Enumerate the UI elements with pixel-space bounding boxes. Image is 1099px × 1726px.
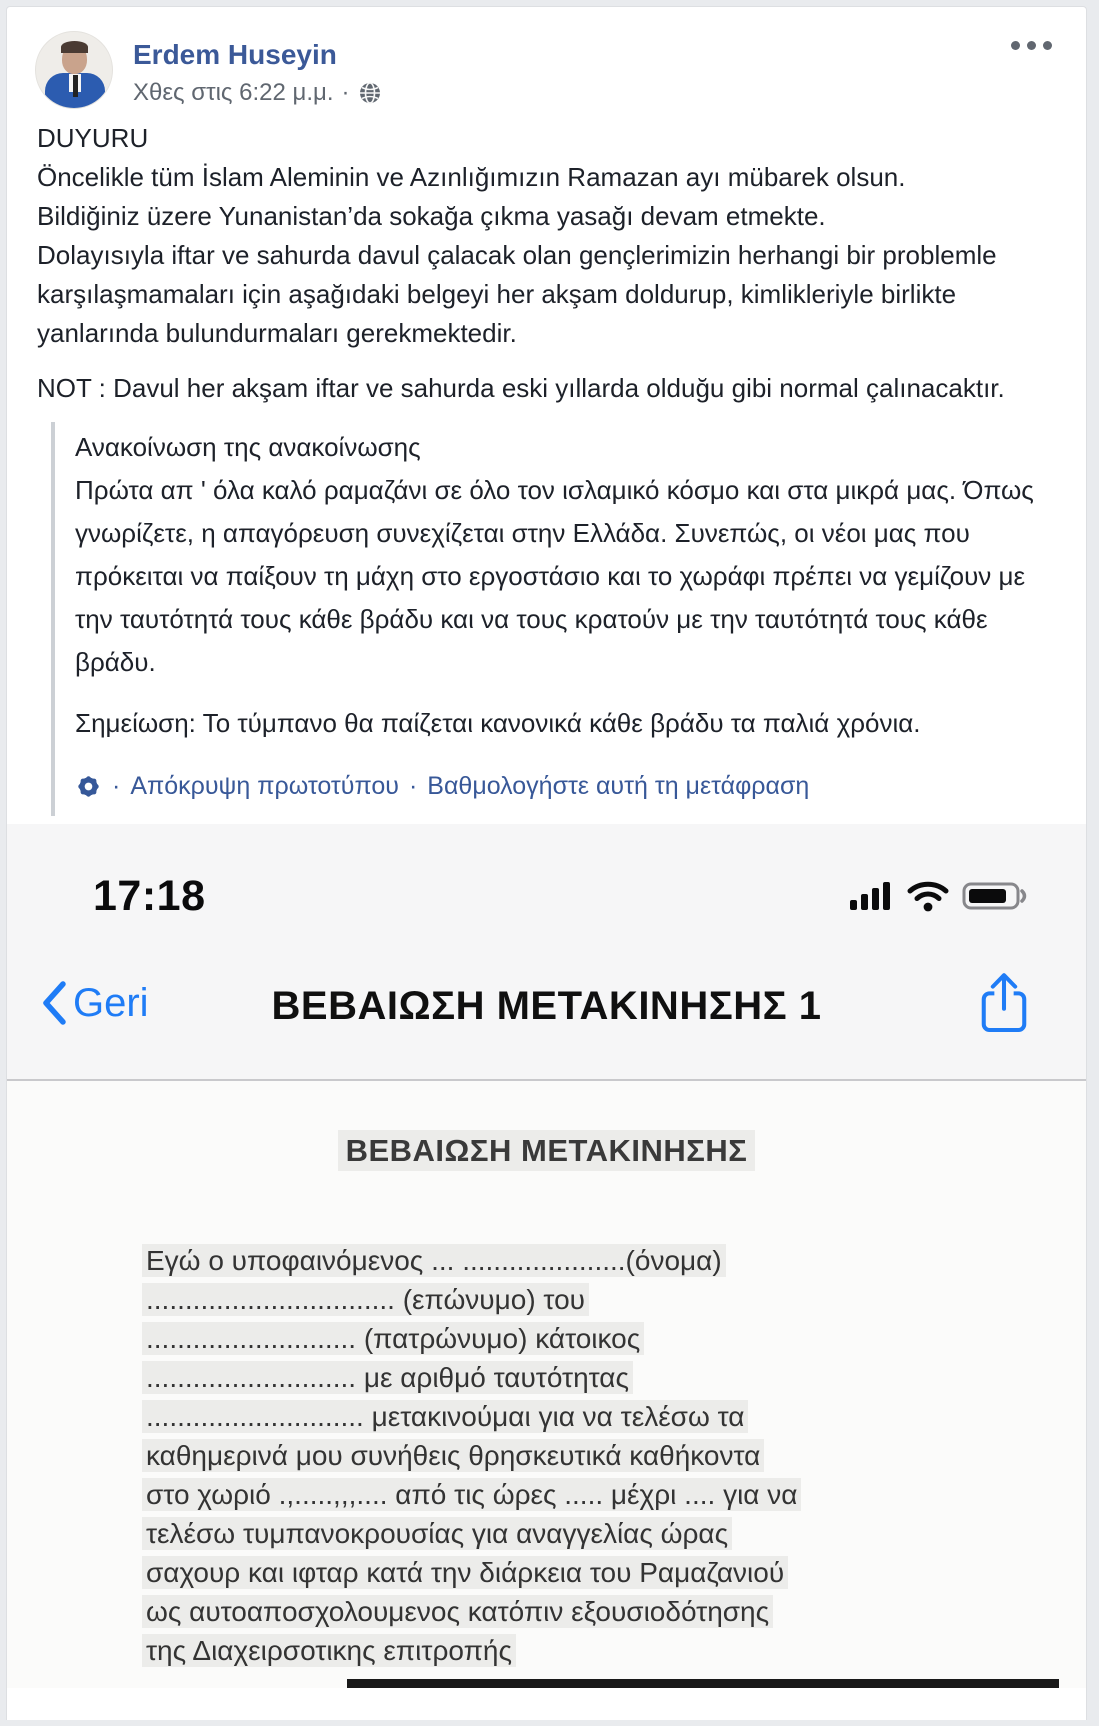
ellipsis-icon [1043, 41, 1052, 50]
phone-header [7, 824, 1086, 1081]
globe-icon [358, 81, 382, 105]
timestamp-separator: · [341, 79, 350, 106]
document-line: ........................... με αριθμό ταυτότητας [142, 1358, 1046, 1397]
document-line: σαχουρ και ιφταρ κατά την διάρκεια του Ραμαζανιού [142, 1553, 1046, 1592]
share-button[interactable] [977, 970, 1031, 1041]
post-line: DUYURU [37, 123, 149, 153]
translation-line: Ανακοίνωση της ανακοίνωσης [75, 432, 421, 462]
ellipsis-icon [1011, 41, 1020, 50]
back-button-label: Geri [73, 980, 149, 1025]
facebook-post-card [6, 6, 1087, 1720]
footer-separator: · [408, 772, 418, 800]
document-line: ............................ μετακινούμαι για να τελέσω τα [142, 1397, 1046, 1436]
post-line: Öncelikle tüm İslam Aleminin ve Azınlığımızın Ramazan ayı mübarek olsun. [37, 162, 906, 192]
document-line: της Διαχειρσοτικης επιτροπής [142, 1631, 1046, 1670]
author-name[interactable]: Erdem Huseyin [133, 39, 337, 70]
status-bar-icons [848, 880, 1028, 912]
post-timestamp[interactable]: Χθες στις 6:22 μ.μ. [133, 79, 334, 106]
document-line: τελέσω τυμπανοκρουσίας για αναγγελίας ώρας [142, 1514, 1046, 1553]
translation-block [51, 422, 1056, 816]
post-line: Bildiğiniz üzere Yunanistan’da sokağa çıkma yasağı devam etmekte. [37, 201, 826, 231]
status-bar-time: 17:18 [93, 872, 206, 920]
translation-line: Σημείωση: Το τύμπανο θα παίζεται κανονικά κάθε βράδυ τα παλιά χρόνια. [75, 708, 921, 738]
document-line: ........................... (πατρώνυμο) κάτοικος [142, 1319, 1046, 1358]
avatar[interactable] [35, 31, 113, 109]
document-line: καθημερινά μου συνήθεις θρησκευτικά καθήκοντα [142, 1436, 1046, 1475]
cellular-signal-icon [848, 880, 894, 912]
post-line: NOT : Davul her akşam iftar ve sahurda eski yıllarda olduğu gibi normal çalınacaktır. [37, 373, 1005, 403]
document-line: ως αυτοαποσχολουμενος κατόπιν εξουσιοδότησης [142, 1592, 1046, 1631]
document-line: Εγώ ο υποφαινόμενος ... .....................(όνομα) [142, 1241, 1046, 1280]
document-line: στο χωριό .,.....,,,.... από τις ώρες ..... μέχρι .... για να [142, 1475, 1046, 1514]
document-title: ΒΕΒΑΙΩΣΗ ΜΕΤΑΚΙΝΗΣΗΣ [7, 1133, 1086, 1169]
battery-icon [962, 880, 1028, 912]
translation-footer [75, 765, 1056, 808]
share-icon [977, 970, 1031, 1036]
post-body [7, 117, 1086, 408]
rate-translation-link[interactable]: Βαθμολογήστε αυτή τη μετάφραση [427, 772, 810, 800]
document-body [142, 1241, 1046, 1670]
hide-original-link[interactable]: Απόκρυψη πρωτοτύπου [130, 772, 399, 800]
avatar-tie [73, 75, 78, 97]
photo-edge-strip [347, 1679, 1059, 1688]
attached-screenshot[interactable] [7, 824, 1086, 1688]
post-line: Dolayısıyla iftar ve sahurda davul çalacak olan gençlerimizin herhangi bir problemle karşılaşmamaları için aşağıdaki belgeyi her akşam doldurup, kimlikleriyle birlikte yanlarında bulundurmaları gerekmektedir. [37, 240, 997, 348]
ellipsis-icon [1027, 41, 1036, 50]
post-header [7, 7, 1086, 117]
footer-separator: · [112, 772, 121, 800]
post-menu-button[interactable] [1011, 41, 1052, 50]
translation-line: Πρώτα απ ' όλα καλό ραμαζάνι σε όλο τον ισλαμικό κόσμο και στα μικρά μας. Όπως γνωρίζετε, η απαγόρευση συνεχίζεται στην Ελλάδα. Συνεπώς, οι νέοι μας που πρόκειται να παίξουν τη μάχη στο εργοστάσιο και το χωράφι πρέπει να γεμίζουν με την ταυτότητά τους κάθε βράδυ και να τους κρατούν με την ταυτότητά τους κάθε βράδυ. [75, 475, 1034, 677]
avatar-hair [61, 41, 88, 53]
document-nav-title: ΒΕΒΑΙΩΣΗ ΜΕΤΑΚΙΝΗΣΗΣ 1 [271, 984, 822, 1028]
document-line: ................................ (επώνυμο) του [142, 1280, 1046, 1319]
gear-icon[interactable] [75, 773, 102, 800]
wifi-icon [906, 880, 950, 912]
document-page [7, 1081, 1086, 1688]
